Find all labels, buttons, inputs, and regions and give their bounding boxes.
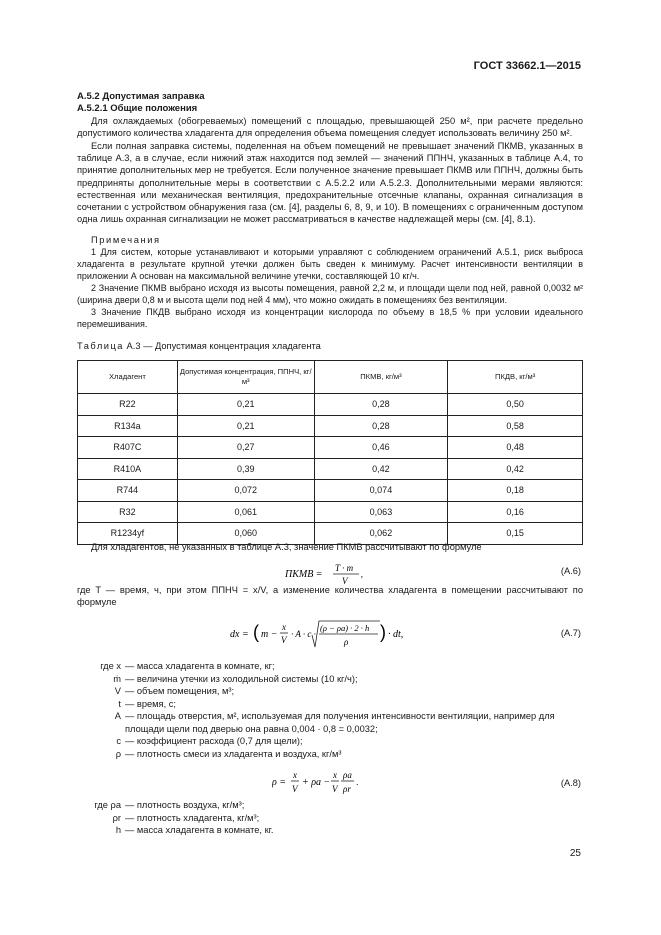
- svg-text:V: V: [292, 784, 298, 794]
- note-2: 2 Значение ПКМВ выбрано исходя из высоты помещения, равной 2,2 м, и площади щели под ней, равной 0,0032 м² (ширина двери 0,8 м и высота щели под ней 4 мм), что можно ожидать в помещениях без вентиляции.: [77, 283, 583, 306]
- svg-text:): ): [380, 622, 386, 642]
- document-header: ГОСТ 33662.1—2015: [473, 60, 581, 72]
- table-header-cell: ПКМВ, кг/м³: [314, 361, 448, 394]
- table-cell: 0,27: [177, 437, 314, 459]
- table-cell: 0,16: [448, 501, 583, 523]
- svg-text:ρ: ρ: [344, 637, 349, 647]
- table-cell: 0,072: [177, 480, 314, 502]
- svg-text:ρa: ρa: [343, 770, 352, 780]
- table-caption-label: Таблица: [77, 341, 124, 351]
- table-cell: 0,21: [177, 394, 314, 416]
- formula-a8-graphic: [272, 768, 372, 798]
- table-row: [78, 415, 583, 437]
- legend-row: A — площадь отверстия, м², используемая для получения интенсивности вентиляции, например для площади щели под дверью она равна 0,004 · 0,8 = 0,0032;: [114, 711, 555, 734]
- table-cell: 0,28: [314, 394, 448, 416]
- svg-text:m −: m −: [261, 629, 278, 640]
- legend-row: где ρa — плотность воздуха, кг/м³;: [94, 800, 245, 810]
- table-row: [78, 437, 583, 459]
- table-cell: R32: [78, 501, 178, 523]
- formula-a8: [272, 768, 372, 800]
- table-cell: R410A: [78, 458, 178, 480]
- legend-row: ρ — плотность смеси из хладагента и воздуха, кг/м³: [115, 748, 342, 759]
- legend-row: ṁ — величина утечки из холодильной системы (10 кг/ч);: [113, 673, 358, 684]
- table-cell: 0,42: [314, 458, 448, 480]
- table-row: [78, 480, 583, 502]
- table-header-cell: Хладагент: [78, 361, 178, 394]
- table-cell: R134a: [78, 415, 178, 437]
- table-cell: 0,15: [448, 523, 583, 545]
- table-cell: 0,42: [448, 458, 583, 480]
- table-cell: 0,061: [177, 501, 314, 523]
- table-cell: 0,18: [448, 480, 583, 502]
- table-cell: 0,074: [314, 480, 448, 502]
- paragraph-full-charge: Если полная заправка системы, поделенная на объем помещений не превышает значений ПКМВ, указанных в таблице А.3, а в случае, если нижний этаж находится под землей — значений ППНЧ, указанных в таблице А.4, то принятие дополнительных мер не требуется. Если полученное значение превышает ПКМВ или ППНЧ, должны быть предприняты дополнительные меры в соответствии с А.5.2.2 или А.5.2.3. Дополнительными мерами являются: естественная или механическая вентиляция, предохранительные отсечные клапаны, охранная сигнализация в сочетании с устройством обнаружения газа (см. [4], разделы 6, 8, 9, и 10). В помещениях с ограниченным доступом одна лишь охранная сигнализации не может рассматриваться в качестве надлежащей меры (см. [4], 8.1).: [77, 141, 583, 225]
- svg-text:ρ =: ρ =: [272, 777, 287, 788]
- svg-text:V: V: [342, 576, 348, 586]
- svg-text:x: x: [333, 770, 337, 780]
- table-cell: 0,28: [314, 415, 448, 437]
- paragraph-area-limit: Для охлаждаемых (обогреваемых) помещений с площадью, превышающей 250 м², при расчете предельно допустимого количества хладагента для определения объема помещения следует использовать величину 250 м².: [77, 116, 583, 139]
- svg-text:dx =: dx =: [230, 629, 249, 640]
- svg-text:ПКМВ =: ПКМВ =: [285, 569, 323, 580]
- legend-row: h — масса хладагента в комнате, кг.: [115, 825, 274, 835]
- table-cell: 0,50: [448, 394, 583, 416]
- section-title-a521: А.5.2.1 Общие положения: [77, 103, 198, 114]
- formula-a7-graphic: [230, 617, 410, 657]
- legend-row: ρr — плотность хладагента, кг/м³;: [112, 812, 260, 823]
- note-3: 3 Значение ПКДВ выбрано исходя из концентрации кислорода по объему в 18,5 % при условии идеального перемешивания.: [77, 307, 583, 330]
- table-cell: 0,21: [177, 415, 314, 437]
- formula-a7-tag: (А.7): [560, 628, 581, 638]
- table-cell: 0,060: [177, 523, 314, 545]
- legend-row: t — время, с;: [118, 698, 176, 709]
- table-row: [78, 501, 583, 523]
- table-cell: 0,39: [177, 458, 314, 480]
- svg-text:ρr: ρr: [343, 784, 351, 794]
- svg-text:T · m: T · m: [335, 563, 354, 573]
- table-header-cell: ПКДВ, кг/м³: [448, 361, 583, 394]
- table-row: [78, 458, 583, 480]
- formula-a6-tag: (А.6): [560, 566, 581, 576]
- table-cell: 0,58: [448, 415, 583, 437]
- table-cell: R744: [78, 480, 178, 502]
- notes-title: Примечания: [91, 235, 161, 245]
- legend-row: V — объем помещения, м³;: [114, 686, 235, 696]
- svg-text:(: (: [253, 622, 259, 642]
- table-cell: R407C: [78, 437, 178, 459]
- table-row: [78, 394, 583, 416]
- page-number: 25: [569, 848, 581, 859]
- formula-a8-tag: (А.8): [560, 778, 581, 788]
- table-cell: 0,46: [314, 437, 448, 459]
- legend-row: где x — масса хладагента в комнате, кг;: [100, 661, 275, 671]
- table-caption: [77, 341, 321, 351]
- table-header-cell: Допустимая концентрация, ППНЧ, кг/м³: [177, 361, 314, 394]
- table-cell: 0,063: [314, 501, 448, 523]
- table-cell: R1234yf: [78, 523, 178, 545]
- table-cell: 0,48: [448, 437, 583, 459]
- svg-text:V: V: [281, 635, 287, 645]
- svg-text:· dt,: · dt,: [388, 629, 404, 640]
- formula-a7: [230, 617, 410, 659]
- svg-text:(ρ − ρa) · 2 · h: (ρ − ρa) · 2 · h: [320, 623, 370, 633]
- table-caption-text: А.3 — Допустимая концентрация хладагента: [126, 341, 321, 351]
- legend-row: c — коэффициент расхода (0,7 для щели);: [116, 736, 303, 746]
- svg-text:,: ,: [361, 569, 364, 579]
- note-1: 1 Для систем, которые устанавливают и которыми управляют с соблюдением ограничений А.5.1, риск выброса хладагента в результате крупной утечки должен быть сведен к минимуму. Расчет интенсивности вентиляции в приложении А основан на максимальной величине утечки, составляющей 10 кг/ч.: [77, 247, 583, 282]
- table-cell: 0,062: [314, 523, 448, 545]
- legend-variables: [77, 660, 583, 760]
- svg-text:x: x: [282, 622, 286, 632]
- svg-text:x: x: [293, 770, 297, 780]
- table-cell: R22: [78, 394, 178, 416]
- paragraph-formula-intro: Для хладагентов, не указанных в таблице А.3, значение ПКМВ рассчитывают по формуле: [91, 542, 482, 552]
- legend-densities: [77, 799, 583, 837]
- svg-text:V: V: [332, 784, 338, 794]
- paragraph-where-t: где T — время, ч, при этом ППНЧ = x/V, а изменение количества хладагента в помещении рассчитывают по формуле: [77, 585, 583, 608]
- concentration-table: [77, 360, 583, 545]
- section-title-a52: А.5.2 Допустимая заправка: [77, 91, 205, 102]
- svg-text:+ ρa −: + ρa −: [302, 777, 331, 788]
- svg-text:.: .: [356, 777, 359, 787]
- svg-text:· A · c ·: · A · c ·: [291, 629, 316, 639]
